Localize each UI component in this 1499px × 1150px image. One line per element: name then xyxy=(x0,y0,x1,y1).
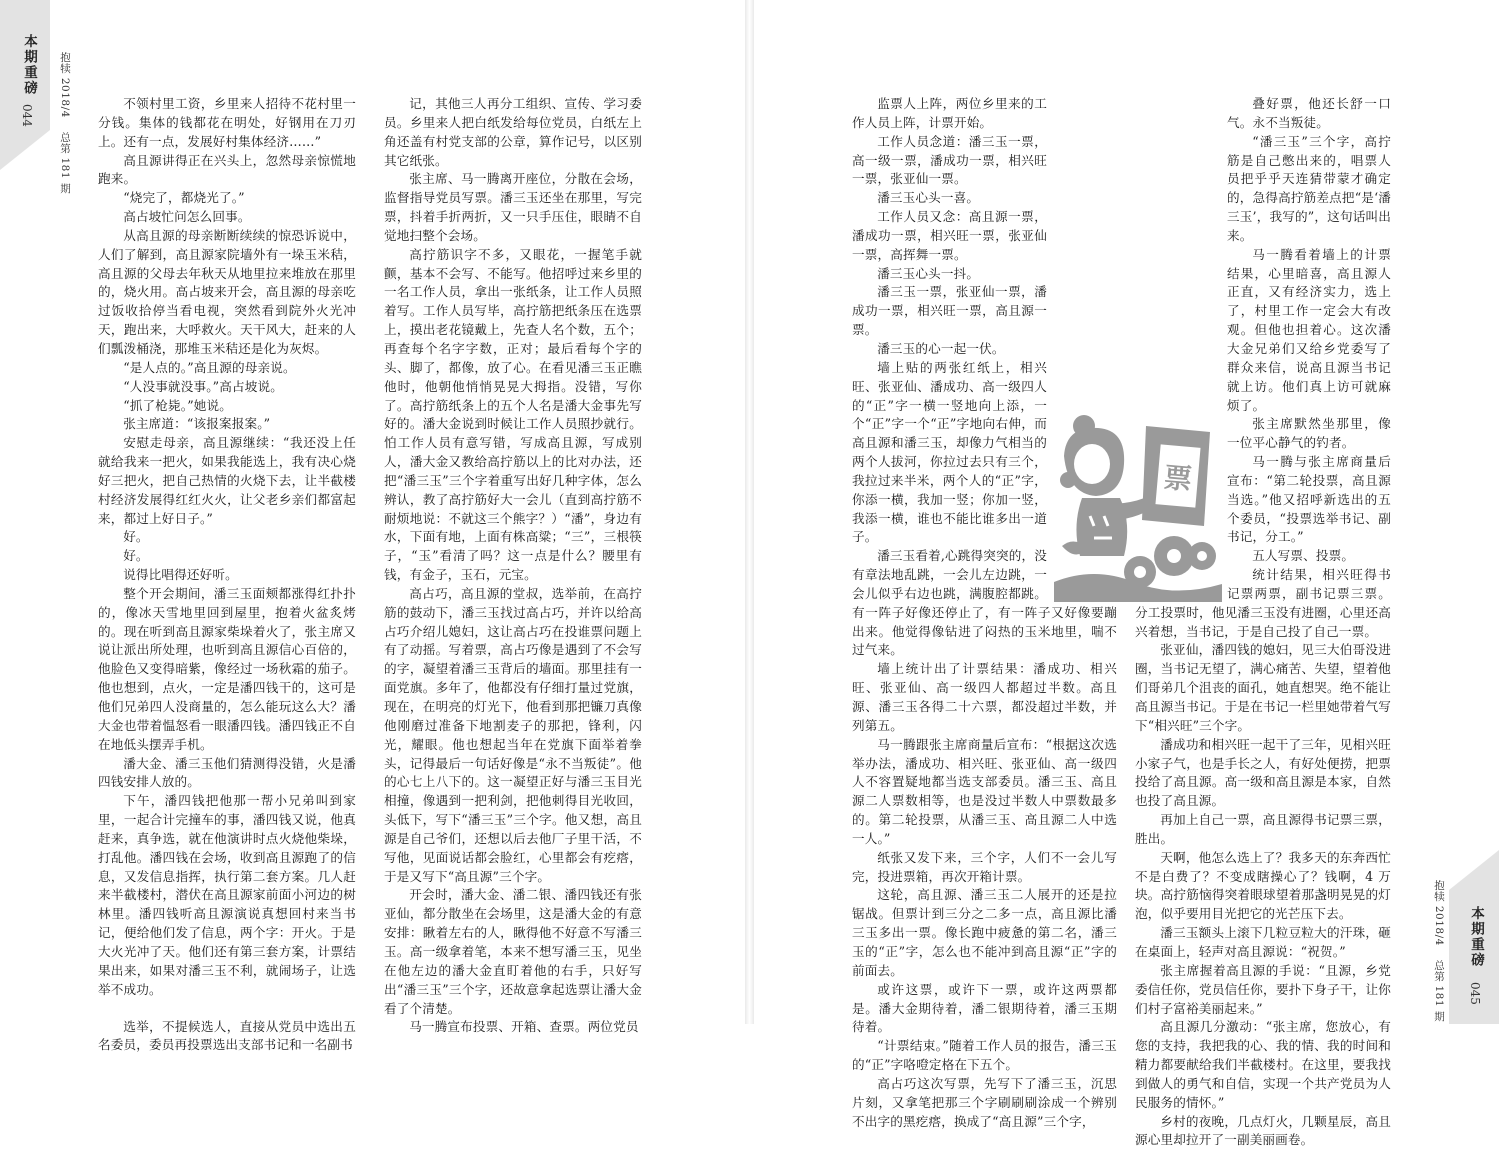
paragraph: 张亚仙，潘四钱的媳妇，见三大伯哥没进圈，当书记无望了，满心痛苦、失望，望着他们哥弟几个沮丧的面孔，她直想哭。绝不能让高且源当书记。于是在书记一栏里她带着气写下“相兴旺”三个字。 xyxy=(1135,642,1391,733)
paragraph: 高拧筋识字不多，又眼花，一握笔手就颤，基本不会写、不能写。他招呼过来乡里的一名工作人员，拿出一张纸条，让工作人员照着写。工作人员写毕，高拧筋把纸条压在选票上，摸出老花镜戴上，先查人名个数，五个；再查每个名字字数，正对；最后看每个字的头、脚了，都像，放了心。在看见潘三玉正瞧他时，他朝他悄悄晃晃大拇指。没错，写你了。高拧筋纸条上的五个人名是潘大金事先写好的。潘大金说到时候让工作人员照抄就行。怕工作人员有意写错，写成高且源，写成别人，潘大金又教给高拧筋以上的比对办法，还把“潘三玉”三个字着重写出好几种字体，怎么辨认，教了高拧筋好大一会儿（直到高拧筋不耐烦地说：不就这三个熊字？）“潘”，身边有水，下面有地，上面有株高粱；“三”，三根筷子，“玉”看清了吗？这一点是什么？腰里有钱，有金子，玉石，元宝。 xyxy=(384,246,642,583)
paragraph: 马一腾看着墙上的计票结果，心里暗喜，高且源人正直，又有经济实力，选上了，村里工作一定会大有改观。但他也担着心。这次潘大金兄弟们又给乡党委写了群众来信，说高且源当书记就上访。他们真上访可就麻烦了。 xyxy=(1227,246,1391,413)
paragraph: 张主席道：“该报案报案。” xyxy=(123,416,271,432)
paragraph: 选举，不提候选人，直接从党员中选出五名委员，委员再投票选出支部书记和一名副书 xyxy=(98,1018,356,1053)
ballot-sign-text: 票 xyxy=(1162,460,1194,497)
paragraph: 下午，潘四钱把他那一帮小兄弟叫到家里，一起合计完撞车的事，潘四钱又说，他真赶来，真争选，就在他演讲时点火烧他柴垛，打乱他。潘四钱在会场，收到高且源跑了的信息，又发信息指挥，执行第二套方案。几人赶来半截楼村，潜伏在高且源家前面小河边的树林里。潘四钱听高且源演说真想回村来当书记，便给他们发了信息，两个字：开火。于是大火光冲了天。他们还有第三套方案，计票结果出来，如果对潘三玉不利，就闹场子，让选举不成功。 xyxy=(98,793,356,997)
paragraph: 墙上贴的两张红纸上，相兴旺、张亚仙、潘成功、高一级四人的“正”字一横一竖地向上添，一个“正”字一个“正”字地向右伸，而高且源和潘三玉，却像力气相当的两个人拔河，你拉过去只有三个，我拉过来半米，两个人的“正”字，你添一横，我加一竖；你加一竖，我添一横，谁也不能比谁多出一道子。 xyxy=(852,359,1047,545)
paragraph: 纸张又发下来，三个字，人们不一会儿写完，投进票箱，再次开箱计票。 xyxy=(852,849,1117,884)
paragraph: 马一腾与张主席商量后宣布：“第二轮投票，高且源当选。”他又招呼新选出的五个委员，“投票选举书记、副书记，分工。” xyxy=(1227,454,1391,545)
paragraph: 潘三玉心头一喜。 xyxy=(877,190,980,206)
issue-number: 2018/4 xyxy=(59,77,71,118)
paragraph: 不领村里工资，乡里来人招待不花村里一分钱。集体的钱都花在明处，好钢用在刀刃上。还有一点，发展好村集体经济……” xyxy=(98,96,356,149)
text-column-left-1 xyxy=(98,95,356,1055)
paragraph: “烧完了，都烧光了。” xyxy=(123,190,245,206)
left-page xyxy=(0,0,745,1053)
paragraph: “计票结束。”随着工作人员的报告，潘三玉的“正”字咯噔定格在下五个。 xyxy=(852,1038,1117,1073)
paragraph: “抓了枪毙。”她说。 xyxy=(123,397,233,413)
page-gutter xyxy=(745,0,754,1024)
paper-cut-illustration xyxy=(1054,406,1222,602)
running-head-left xyxy=(58,52,73,194)
paragraph: 工作人员念道：潘三玉一票，高一级一票，潘成功一票，相兴旺一票，张亚仙一票。 xyxy=(852,133,1047,187)
paragraph: “是人点的。”高且源的母亲说。 xyxy=(123,359,296,375)
page-number: 045 xyxy=(1468,982,1482,1005)
text-column-right-1 xyxy=(852,95,1117,1131)
paragraph: 记，其他三人再分工组织、宣传、学习委员。乡里来人把白纸发给每位党员，白纸左上角还盖有村党支部的公章，算作记号，以区别其它纸张。 xyxy=(384,96,642,168)
paragraph: 墙上统计出了计票结果：潘成功、相兴旺、张亚仙、高一级四人都超过半数。高且源、潘三玉各得二十六票，都没超过半数，并列第五。 xyxy=(852,661,1117,733)
section-title: 本期重磅 xyxy=(1468,906,1484,968)
paragraph: 说得比唱得还好听。 xyxy=(123,567,238,583)
paragraph: “人没事就没事。”高占坡说。 xyxy=(123,378,283,394)
paragraph: 高且源几分激动：“张主席，您放心，有您的支持，我把我的心、我的情、我的时间和精力都要献给我们半截楼村。在这里，要我找到做人的勇气和自信，实现一个共产党员为人民服务的情怀。” xyxy=(1135,1019,1391,1110)
paragraph: 天啊，他怎么选上了？我多天的东奔西忙不是白费了？不变成瞎操心了？钱啊，4 万块。高拧筋恼得突着眼球望着那盏明晃晃的灯泡，似乎要用目光把它的光芒压下去。 xyxy=(1135,849,1391,922)
paragraph: 五人写票、投票。 xyxy=(1252,548,1355,564)
paragraph: 潘三玉一票，张亚仙一票，潘成功一票，相兴旺一票，高且源一票。 xyxy=(852,284,1047,338)
paragraph: 潘三玉额头上滚下几粒豆粒大的汗珠，砸在桌面上，轻声对高且源说：“祝贺。” xyxy=(1135,925,1391,959)
paragraph: 叠好票，他还长舒一口气。永不当叛徒。 xyxy=(1227,96,1391,130)
paragraph: 整个开会期间，潘三玉面颊都涨得红扑扑的，像冰天雪地里回到屋里，抱着火盆炙烤的。现在听到高且源家柴垛着火了，张主席又说让派出所处理，也听到高且源信心百倍的，他脸色又变得暗紫，像经过一场秋霜的茄子。他也想到，点火，一定是潘四钱干的，这可是他们兄弟四人没商量的，怎么能玩这么大？潘大金也带着愠怒看一眼潘四钱。潘四钱正不自在地低头摆弄手机。 xyxy=(98,585,356,752)
section-tab-right xyxy=(1449,850,1499,1024)
paragraph: 潘成功和相兴旺一起干了三年，见相兴旺小家子气，也是手长之人，有好处便捞，把票投给了高且源。高一级和高且源是本家，自然也投了高且源。 xyxy=(1135,736,1391,809)
paragraph: 再加上自己一票，高且源得书记票三票，胜出。 xyxy=(1135,812,1391,846)
paragraph: 这轮，高且源、潘三玉二人展开的还是拉锯战。但票计到三分之二多一点，高且源比潘三玉多出一票。像长跑中疲惫的第二名，潘三玉的“正”字，怎么也不能冲到高且源“正”字的前面去。 xyxy=(852,887,1117,978)
total-issue: 总第 181 期 xyxy=(1433,959,1445,1022)
paragraph: 工作人员又念：高且源一票，潘成功一票，相兴旺一票，张亚仙一票，高挥舞一票。 xyxy=(852,209,1047,262)
paragraph: 开会时，潘大金、潘二银、潘四钱还有张亚仙，都分散坐在会场里，这是潘大金的有意安排：瞅着左右的人，瞅得他不好意不写潘三玉。高一级拿着笔，本来不想写潘三玉，见坐在他左边的潘大金直盯着他的右手，只好写出“潘三玉”三个字，还故意拿起选票让潘大金看了个清楚。 xyxy=(384,887,642,1016)
paragraph: 好。 xyxy=(123,529,149,545)
section-title: 本期重磅 xyxy=(21,34,37,96)
running-head-right xyxy=(1432,880,1447,1022)
paragraph: 统计结果，相兴旺得书记票两票，副书记票三票。分工投票时，他见潘三玉没有进圈，心里还高兴着想，当书记，于是自己投了自己一票。 xyxy=(1135,567,1391,639)
section-tab-left xyxy=(0,0,50,170)
right-page xyxy=(754,0,1499,1148)
paragraph: 张主席、马一腾离开座位，分散在会场，监督指导党员写票。潘三玉还坐在那里，写完票，抖着手折两折，又一只手压住，眼睛不自觉地扫整个会场。 xyxy=(384,171,642,243)
paragraph: 高占巧这次写票，先写下了潘三玉，沉思片刻，又拿笔把那三个字刷刷刷涂成一个辨别不出字的黑疙瘩，换成了“高且源”三个字， xyxy=(852,1075,1117,1129)
paragraph: 张主席默然坐那里，像一位平心静气的钓者。 xyxy=(1227,416,1391,451)
text-column-right-2 xyxy=(1135,95,1391,1150)
page-number: 044 xyxy=(20,104,34,127)
magazine-name: 抱犊 xyxy=(1433,880,1445,902)
magazine-name: 抱犊 xyxy=(59,52,71,74)
paragraph: 监票人上阵，两位乡里来的工作人员上阵，计票开始。 xyxy=(852,96,1047,130)
paragraph: 马一腾跟张主席商量后宣布：“根据这次选举办法，潘成功、相兴旺、张亚仙、高一级四人不容置疑地都当选支部委员。潘三玉、高且源二人票数相等，也是没过半数人中票数最多的。第二轮投票，从潘三玉、高且源二人中选一人。” xyxy=(852,736,1117,846)
paragraph: 潘大金、潘三玉他们猜测得没错，火是潘四钱安排人放的。 xyxy=(98,755,356,790)
text-column-left-2 xyxy=(384,95,642,1037)
paragraph: “潘三玉”三个字，高拧筋是自己憋出来的，唱票人员把乎乎天连猜带蒙才确定的，急得高拧筋差点把“是‘潘三玉’，我写的”，这句话叫出来。 xyxy=(1227,133,1391,243)
paragraph: 张主席握着高且源的手说：“且源，乡党委信任你，党员信任你，要扑下身子干，让你们村子富裕美丽起来。” xyxy=(1135,962,1391,1016)
paragraph: 潘三玉的心一起一伏。 xyxy=(877,340,1005,356)
paragraph: 潘三玉心头一抖。 xyxy=(877,265,980,281)
paragraph: 潘三玉看着,心跳得突突的，没有章法地乱跳，一会儿左边跳，一会儿似乎右边也跳，满腹腔都跳。有一阵子好像还停止了，有一阵子又好像要蹦出来。他觉得像钻进了闷热的玉米地里，喘不过气来。 xyxy=(852,548,1117,658)
paragraph: 从高且源的母亲断断续续的惊恐诉说中，人们了解到，高且源家院墙外有一垛玉米秸，高且源的父母去年秋天从地里拉来堆放在那里的，烧火用。高占坡来开会，高且源的母亲吃过饭收拾停当看电视，突然看到院外火光冲天，跑出来，大呼救火。天干风大，赶来的人们瓢泼桶浇，那堆玉米秸还是化为灰烬。 xyxy=(98,227,356,356)
issue-number: 2018/4 xyxy=(1433,905,1445,946)
total-issue: 总第 181 期 xyxy=(59,131,71,194)
paragraph: 高且源讲得正在兴头上，忽然母亲惊慌地跑来。 xyxy=(98,152,356,187)
paragraph: 高占巧，高且源的堂叔，选举前，在高拧筋的鼓动下，潘三玉找过高占巧，并许以给高占巧介绍儿媳妇，这让高占巧在投谁票问题上有了动摇。写着票，高占巧像是遇到了不会写的字，凝望着潘三玉背后的墙面。那里挂有一面党旗。多年了，他都没有仔细打量过党旗，现在，在明亮的灯光下，他看到那把镰刀真像他刚磨过准备下地割麦子的那把，锋利，闪光，耀眼。他也想起当年在党旗下面举着拳头，记得最后一句话好像是“永不当叛徒”。他的心七上八下的。这一凝望正好与潘三玉目光相撞，像遇到一把利剑，把他刺得目光收回，头低下，写下“潘三玉”三个字。他又想，高且源是自己爷们，还想以后去他厂子里干活，不写他，见面说话都会脸红，心里都会有疙瘩，于是又写下“高且源”三个字。 xyxy=(384,585,642,884)
paragraph: 马一腾宣布投票、开箱、查票。两位党员 xyxy=(409,1019,639,1035)
paragraph: 安慰走母亲，高且源继续：“我还没上任就给我来一把火，如果我能选上，我有决心烧好三把火，把自己热情的火烧下去，让半截楼村经济发展得红红火火，让父老乡亲们都富起来，都过上好日子。” xyxy=(98,435,356,526)
paragraph: 或许这票，或许下一票，或许这两票都是。潘大金期待着，潘二银期待着，潘三玉期待着。 xyxy=(852,981,1117,1035)
paragraph: 高占坡忙问怎么回事。 xyxy=(123,209,251,225)
paragraph: 好。 xyxy=(123,548,149,564)
paragraph: 乡村的夜晚，几点灯火，几颗星辰，高且源心里却拉开了一副美丽画卷。 xyxy=(1135,1113,1391,1148)
